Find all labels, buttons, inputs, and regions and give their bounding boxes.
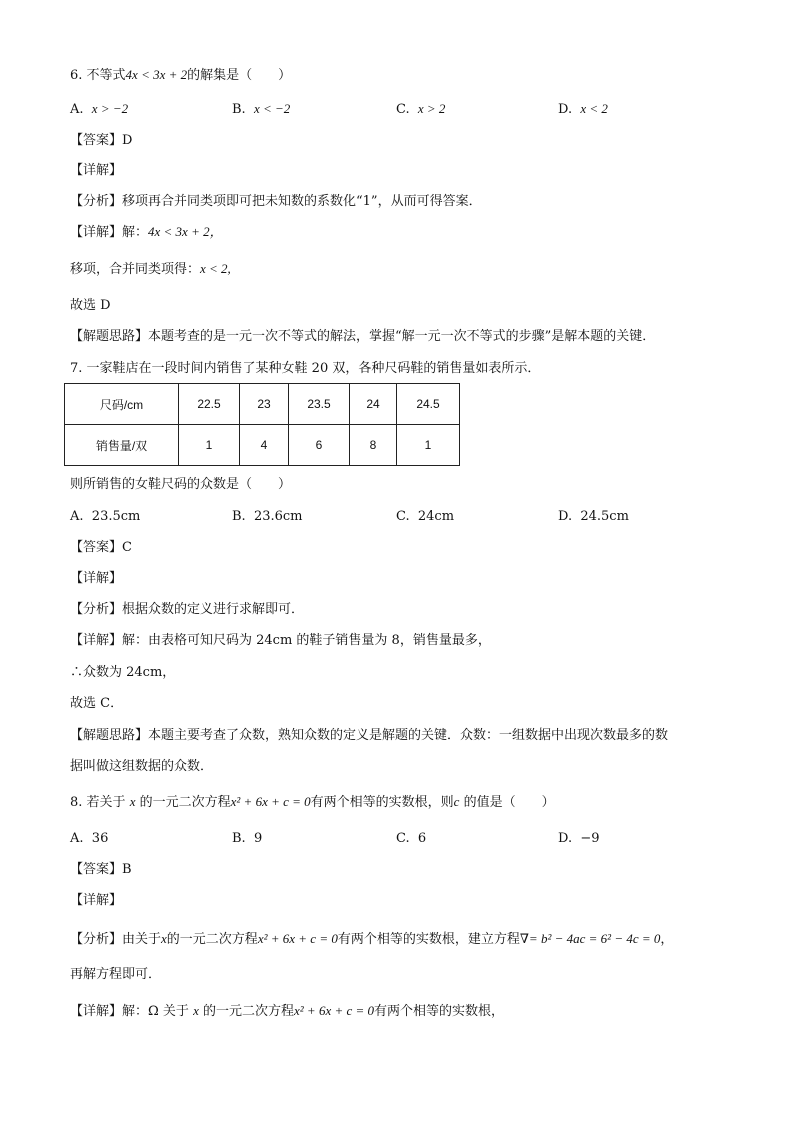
q7-analysis: 【分析】根据众数的定义进行求解即可．	[70, 602, 305, 617]
q8-answer: 【答案】B	[70, 862, 132, 877]
q6-option-a: A. x > −2	[70, 101, 129, 117]
q8-stem: 8. 若关于 x 的一元二次方程x² + 6x + c = 0有两个相等的实数根，则c 的值是（ ）	[70, 794, 555, 810]
q6-stem	[70, 66, 291, 85]
q8-option-a: A. 36	[70, 831, 109, 846]
table-cell: 8	[350, 425, 397, 466]
q7-solution: 【详解】解：由表格可知尺码为 24cm 的鞋子销售量为 8，销售量最多，	[70, 633, 491, 648]
table-row-header: 销售量/双	[65, 425, 179, 466]
table-cell: 23.5	[289, 384, 350, 425]
q7-option-b: B. 23.6cm	[232, 509, 303, 524]
q6-option-d: D. x < 2	[558, 101, 608, 117]
q8-detail-heading: 【详解】	[70, 893, 123, 908]
q6-solution: 【详解】解：4x < 3x + 2，	[70, 224, 223, 240]
q6-option-c: C. x > 2	[396, 101, 446, 117]
table-cell: 22.5	[179, 384, 240, 425]
q8-option-c: C. 6	[396, 831, 427, 846]
q7-idea-line1: 【解题思路】本题主要考查了众数，熟知众数的定义是解题的关键．众数：一组数据中出现次数最多的数	[70, 728, 669, 743]
q6-detail-heading: 【详解】	[70, 163, 123, 178]
table-cell: 24	[350, 384, 397, 425]
q6-analysis: 【分析】移项再合并同类项即可把未知数的系数化“1”，从而可得答案．	[70, 194, 482, 209]
q8-analysis: 【分析】由关于x的一元二次方程x² + 6x + c = 0有两个相等的实数根，建立方程∇= b² − 4ac = 6² − 4c = 0，	[70, 931, 674, 947]
q6-idea: 【解题思路】本题考查的是一元一次不等式的解法，掌握“解一元一次不等式的步骤”是解本题的关键．	[70, 329, 656, 344]
q6-step: 移项，合并同类项得：x < 2,	[70, 261, 231, 277]
q6-stem-inequality: 4x < 3x + 2	[125, 67, 188, 82]
q6-option-b: B. x < −2	[232, 101, 291, 117]
table-cell: 6	[289, 425, 350, 466]
q8-analysis-line2: 再解方程即可．	[70, 967, 162, 982]
q8-solution: 【详解】解：Ω 关于 x 的一元二次方程x² + 6x + c = 0有两个相等的实数根，	[70, 1003, 505, 1019]
table-cell: 4	[240, 425, 289, 466]
table-row	[65, 384, 460, 425]
table-row	[65, 425, 460, 466]
q6-choose: 故选 D	[70, 298, 111, 313]
q7-therefore: ∴众数为 24cm，	[70, 665, 176, 680]
q7-question: 则所销售的女鞋尺码的众数是（ ）	[70, 477, 292, 492]
q6-answer: 【答案】D	[70, 133, 133, 148]
q7-stem: 7. 一家鞋店在一段时间内销售了某种女鞋 20 双，各种尺码鞋的销售量如表所示．	[70, 361, 541, 376]
table-cell: 23	[240, 384, 289, 425]
q8-option-b: B. 9	[232, 831, 263, 846]
q7-option-a: A. 23.5cm	[70, 509, 141, 524]
q7-detail-heading: 【详解】	[70, 571, 123, 586]
q8-option-d: D. −9	[558, 831, 600, 846]
q6-stem-suffix: 的解集是（ ）	[187, 68, 292, 83]
table-cell: 1	[179, 425, 240, 466]
table-cell: 1	[397, 425, 460, 466]
table-row-header: 尺码/cm	[65, 384, 179, 425]
q7-option-c: C. 24cm	[396, 509, 455, 524]
q6-stem-prefix: 6. 不等式	[70, 68, 126, 83]
q7-idea-line2: 据叫做这组数据的众数．	[70, 759, 214, 774]
table-cell: 24.5	[397, 384, 460, 425]
q7-answer: 【答案】C	[70, 540, 132, 555]
q7-option-d: D. 24.5cm	[558, 509, 629, 524]
q7-size-sales-table	[64, 383, 460, 466]
q7-choose: 故选 C．	[70, 696, 124, 711]
